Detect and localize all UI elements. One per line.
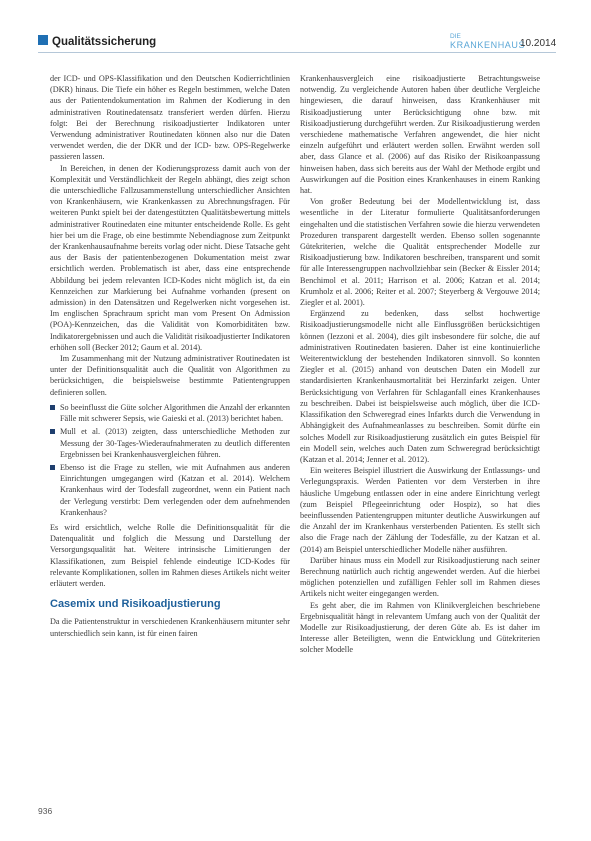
paragraph: der ICD- und OPS-Klassifikation und den Deutschen Kodierrichtlinien (DKR) hinaus. Die Tiefe ein höher es Regeln bestimmen, welche Daten aus der Patientendokumentation im Rahmen der Kodierung in den administrativen Routinedatensatz transferiert werden dürfen. Hierzu folgt: Bei der Berechnung risikoadjustierter Indikatoren unter Verwendung administrativer Routinedaten können also nur die Daten verwendet werden, die der DKR und der ICD- bzw. OPS-Regelwerke passieren lassen. <box>50 74 290 162</box>
page-number: 936 <box>38 806 53 816</box>
paragraph: Krankenhausvergleich eine risikoadjustierte Betrachtungsweise notwendig. Zu vergleichende Autoren haben über deutliche Vergleiche hingewiesen, die darauf hinweisen, dass Krankenhäuser mit Risikoadjustierung unter Berücksichtigung ohne bzw. mit Risikoadjustierung durchgeführt werden. Zur Risikoadjustierung werden verschiedene mathematische Verfahren angewendet, die hier nicht einzeln aufgeführt und erläutert werden sollen. Erwähnt werden soll aber, dass Glance et al. (2006) auf das Risiko der Risikoanpassung hinweisen haben, dass sich bereits aus der Wahl der Methode ergibt und Auswirkungen auf die Position eines Krankenhauses in einem Ranking hat. <box>300 74 540 196</box>
section-subheading: Casemix und Risikoadjustierung <box>50 598 221 611</box>
header-divider <box>38 52 556 53</box>
bullet-list <box>50 402 290 518</box>
journal-logo <box>450 33 526 53</box>
bullet-item: Mull et al. (2013) zeigten, dass unterschiedliche Methoden zur Messung der 30-Tages-Wiederaufnahmeraten zu deutlich differenten Ergebnissen bei Krankenhausvergleichen führen. <box>50 426 290 460</box>
paragraph: Darüber hinaus muss ein Modell zur Risikoadjustierung nach seiner Berechnung natürlich auch richtig angewendet werden. Auf die hierbei möglichen potenziellen und zufälligen Fehler soll im Rahmen dieses Artikels nicht weiter eingegangen werden. <box>300 555 540 599</box>
section-title: Qualitätssicherung <box>52 36 157 48</box>
left-column <box>50 73 290 639</box>
section-marker-icon <box>38 35 48 45</box>
paragraph: Es geht aber, die im Rahmen von Klinikvergleichen beschriebene Ergebnisqualität hängt in relevantem Umfang auch von der Qualität der Modelle zur Risikoadjustierung, der deren Güte ab. Es ist daher im Interesse aller Beteiligten, wenn die Entwicklung und Gütekriterien solcher Modelle <box>300 600 540 655</box>
paragraph: Es wird ersichtlich, welche Rolle die Definitionsqualität für die Datenqualität und folglich die Messung und Darstellung der Versorgungsqualität hat. Weitere intrinsische Limitierungen der Klassifikationen, zum Beispiel fehlende eindeutige ICD-Kodes für relevante Komplikationen, sollen im Rahmen dieses Artikels nicht weiter erläutert werden. <box>50 522 290 588</box>
paragraph: Da die Patientenstruktur in verschiedenen Krankenhäusern mitunter sehr unterschiedlich sein kann, ist für einen fairen <box>50 617 290 638</box>
paragraph: Von großer Bedeutung bei der Modellentwicklung ist, dass wesentliche in der Literatur formulierte Qualitätsanforderungen eingehalten und die statistischen Verfahren sowie die hierzu verwendeten Prozeduren transparent dargestellt werden. Ebenso sollen sogenannte Gütekriterien, welche die Qualität entsprechender Modelle zur Risikoadjustierung bzw. Indikatoren beschreiben, transparent und somit für alle Interessengruppen nachvollziehbar sein (Becker & Eissler 2014; Benchimol et al. 2011; Harrison et al. 2006; Katzan et al. 2014; Krumholz et al. 2006; Reiter et al. 2007; Steyerberg & Vergouwe 2014; Ziegler et al. 2001). <box>300 197 540 308</box>
right-column <box>300 73 540 656</box>
bullet-item: Ebenso ist die Frage zu stellen, wie mit Aufnahmen aus anderen Einrichtungen umgegangen wird (Katzan et al. 2014). Welchem Krankenhaus wird der Todesfall zugeordnet, wenn ein Patient nach der Verlegung verstirbt: Dem verlegenden oder dem aufnehmenden Krankenhaus? <box>50 462 290 518</box>
bullet-item: So beeinflusst die Güte solcher Algorithmen die Anzahl der erkannten Fälle mit schwerer Sepsis, wie Gaieski et al. (2013) berichtet haben. <box>50 402 290 424</box>
paragraph: Im Zusammenhang mit der Nutzung administrativer Routinedaten ist unter der Definitionsqualität auch die Qualität von Algorithmen zu berücksichtigen, die beispielsweise bestimmte Patientengruppen definieren sollen. <box>50 354 290 397</box>
paragraph: Ein weiteres Beispiel illustriert die Auswirkung der Entlassungs- und Verlegungspraxis. Werden Patienten vor dem Versterben in ihre häusliche Umgebung entlassen oder in eine andere Einrichtung verlegt (zum Beispiel Pflegeeinrichtung oder Hospiz), so hat dies beeinflussenden Patientengruppen mitunter deutliche Auswirkungen auf die Anzahl der im Krankenhaus versterbenden Patienten. Es stellt sich also die Frage nach der Zählung der Todesfälle, zu der Katzan et al. (2014) am Beispiel unterschiedlicher Modelle näher ausführen. <box>300 466 540 554</box>
issue-number: 10.2014 <box>520 38 557 49</box>
journal-logo-title: KRANKENHAUS <box>450 40 526 50</box>
page-header <box>0 0 591 70</box>
journal-logo-small: DIE <box>450 33 461 40</box>
paragraph: In Bereichen, in denen der Kodierungsprozess damit auch von der Komplexität und Verständlichkeit der Regeln abhängt, dies zeigt schon die unterschiedliche Fallzusammenstellung unterschiedlicher Ansichten von Krankenhäusern, wie Krankenkassen zu Abrechnungsfragen. Für weiteren Punkt spielt bei der datengestützten Qualitätsbewertung mittels administrativer Routinedaten eine mitunter entscheidende Rolle. Es geht hier bei um die Frage, ob eine bestimmte Nebendiagnose zum Zeitpunkt der Krankenhausaufnahme bereits vorlag oder nicht. Diese Tatsache geht aus der Basis der patientenbezogenen Dokumentation meist zwar ersichtlich werden. Problematisch ist aber, dass eine entsprechende Abbildung bei jedem relevanten ICD-Kodes nicht möglich ist, da ein Kennzeichen zur Markierung bei Aufnahme vorhanden (present on admission) in den Datensätzen und Regelwerken nicht vorgesehen ist. Im englischen Sprachraum spricht man vom Present On Admission (POA)-Kennzeichen, das die Validität von Komorbiditäten bzw. Indikatorergebnissen und auch die Validität risikoadjustierter Indikatoren erhöhen soll (Becker 2012; Gaum et al. 2014). <box>50 163 290 352</box>
paragraph: Ergänzend zu bedenken, dass selbst hochwertige Risikoadjustierungsmodelle nicht alle Einflussgrößen berücksichtigen können (Iezzoni et al. 2004), dies gilt insbesondere für solche, die auf administrativen Routinedaten basieren. Daher ist eine kontinuierliche Weiterentwicklung der bestehenden Indikatoren sinnvoll. So konnten Ziegler et al. (2015) anhand von deutschen Daten ein Modell zur standardisierten Krankenhausmortalität bei Herzinfarkt zeigen. Unter Berücksichtigung von Verfahren für Schlaganfall eines Krankenhauses zu beschreiben. Dabei ist beispielsweise auch möglich, über die ICD-Klassifikation den Schweregrad eines Infarkts durch die Verwendung in Abhängigkeit des Aufnahmeanlasses zu beschreiben. Somit dürfte ein solches Modell zur Risikoadjustierung zusätzlich ein gutes Beispiel für ein Modell sein, welches auch Daten zum Schweregrad berücksichtigt (Katzan et al. 2014; Jenner et al. 2012). <box>300 309 540 464</box>
